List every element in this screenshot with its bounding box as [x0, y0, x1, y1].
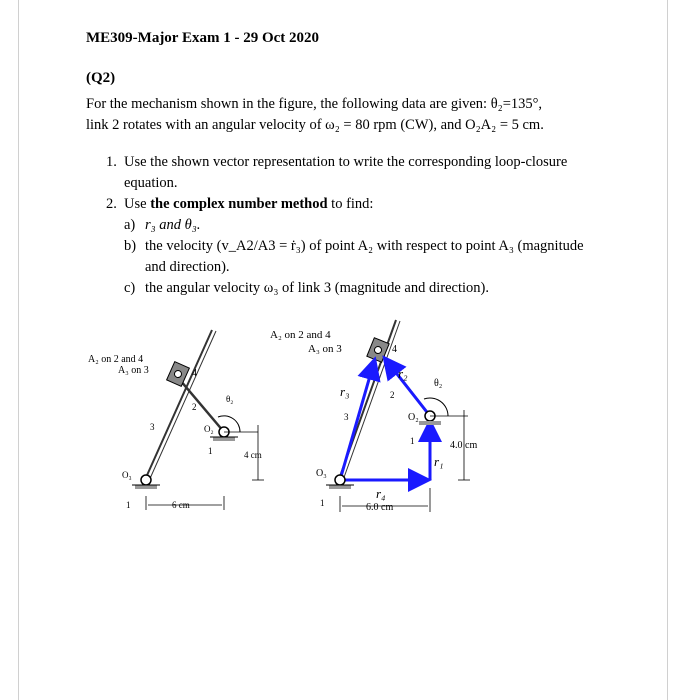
vector-r2 — [386, 360, 430, 416]
task-2a-label: a) — [124, 217, 136, 233]
right-label-a3: A₃ on 3 — [308, 343, 342, 355]
link-2-crank — [180, 380, 224, 432]
right-dim-width: 6.0 cm — [366, 502, 394, 513]
intro-line-1: For the mechanism shown in the figure, the following data are given: θ₂=135°, — [86, 96, 543, 112]
right-num-2: 2 — [390, 390, 395, 400]
question-label: (Q2) — [86, 70, 116, 86]
left-num-4: 4 — [192, 368, 197, 379]
left-num-1b: 1 — [126, 500, 131, 510]
left-num-1a: 1 — [208, 446, 213, 456]
right-o2: O₂ — [408, 412, 419, 423]
pivot-o3-right — [335, 475, 345, 485]
right-r2-label: r₂ — [398, 366, 408, 381]
task-2b-label: b) — [124, 238, 137, 254]
left-num-3: 3 — [150, 422, 155, 432]
task-2-number: 2. — [106, 196, 117, 212]
right-num-3: 3 — [344, 412, 349, 422]
task-2-pre: Use — [124, 196, 151, 212]
right-num-1b: 1 — [320, 498, 325, 508]
task-1-line-2: equation. — [124, 175, 178, 191]
right-num-4: 4 — [392, 344, 397, 355]
right-r3-label: r₃ — [340, 384, 350, 399]
right-num-1a: 1 — [410, 436, 415, 446]
right-r4-label: r₄ — [376, 486, 386, 501]
pivot-o3 — [141, 475, 151, 485]
page-border-right — [667, 0, 668, 700]
intro-line-2: link 2 rotates with an angular velocity of ω₂ = 80 rpm (CW), and O₂A₂ = 5 cm. — [86, 117, 544, 133]
right-dim-height: 4.0 cm — [450, 440, 478, 451]
task-2-post: to find: — [327, 196, 374, 212]
right-o3: O₃ — [316, 468, 327, 479]
task-1-number: 1. — [106, 154, 117, 170]
left-o3: O₃ — [122, 470, 132, 480]
left-num-2: 2 — [192, 402, 197, 412]
mechanism-figure-left — [80, 320, 310, 520]
task-2a-text: r₃ and θ₃. — [145, 217, 201, 233]
task-1-line-1: Use the shown vector representation to write the corresponding loop-closure — [124, 154, 568, 170]
page-border-left — [18, 0, 19, 700]
left-dim-width: 6 cm — [172, 500, 190, 510]
mechanism-figure-right — [270, 320, 520, 520]
task-2-line — [124, 196, 373, 213]
right-theta2: θ₂ — [434, 378, 443, 389]
right-r1-label: r₁ — [434, 454, 444, 469]
slider-block-4 — [167, 362, 190, 387]
task-2b-line-2: and direction). — [145, 259, 230, 275]
left-dim-height: 4 cm — [244, 450, 262, 460]
left-label-a2: A₂ on 2 and 4 — [88, 354, 144, 365]
left-theta2: θ₂ — [226, 394, 234, 404]
exam-title: ME309-Major Exam 1 - 29 Oct 2020 — [86, 30, 320, 46]
task-2c-label: c) — [124, 280, 136, 296]
task-2b-line-1: the velocity (v_A2/A3 = ṙ₃) of point A₂ with respect to point A₃ (magnitude — [145, 238, 584, 254]
task-2-method: the complex number method — [150, 196, 328, 212]
left-label-a3: A₃ on 3 — [118, 365, 149, 376]
right-label-a2: A₂ on 2 and 4 — [270, 329, 331, 341]
left-o2: O₂ — [204, 424, 214, 434]
task-2c-text: the angular velocity ω₃ of link 3 (magnitude and direction). — [145, 280, 489, 296]
